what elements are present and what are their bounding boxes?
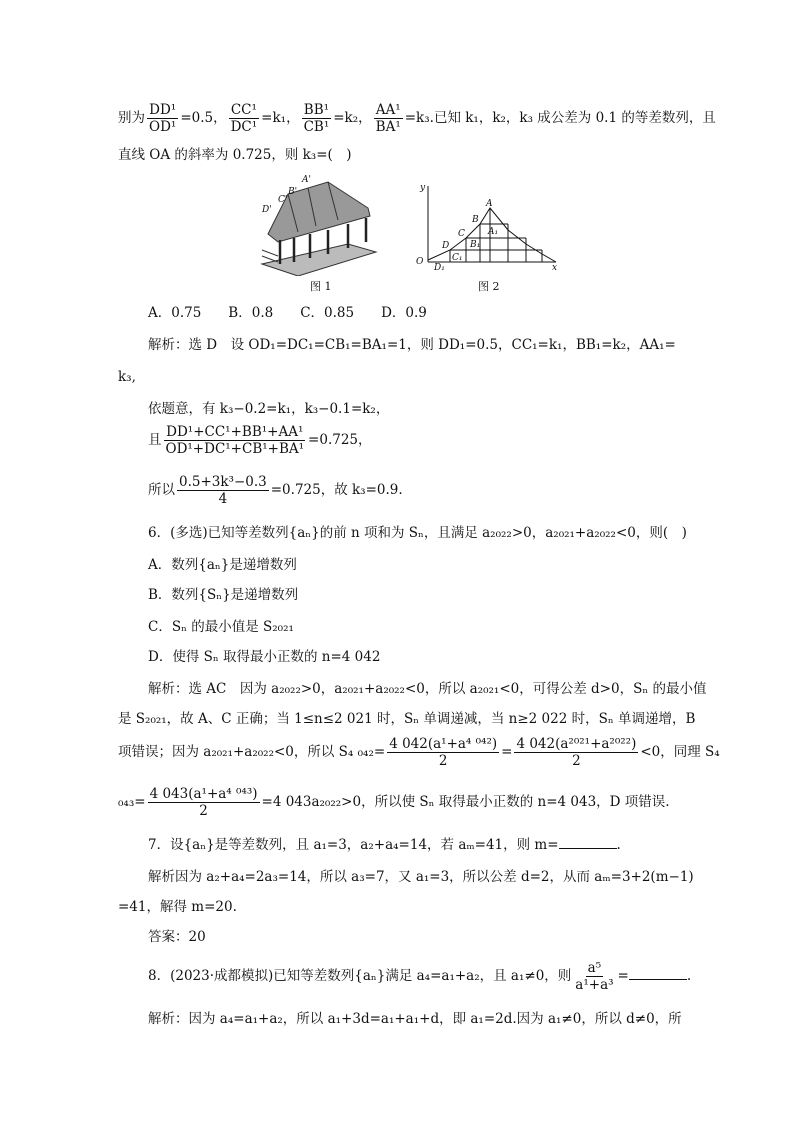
answer-blank[interactable] bbox=[559, 836, 617, 849]
denominator: OD¹+DC¹+CB¹+BA¹ bbox=[165, 441, 305, 457]
text: =k₁， bbox=[261, 110, 300, 126]
label-a: A bbox=[486, 199, 493, 209]
label-d-prime: D' bbox=[262, 205, 272, 215]
label-b: B bbox=[472, 215, 479, 225]
text: = bbox=[617, 968, 629, 984]
label-c1: C₁ bbox=[452, 253, 463, 263]
text: 7．设{aₙ}是等差数列，且 a₁=3，a₂+a₄=14，若 aₘ=41，则 m= bbox=[148, 837, 559, 853]
text: <0，同理 S₄ bbox=[640, 744, 720, 760]
numerator: 4 042(a²⁰²¹+a²⁰²²) bbox=[516, 736, 637, 752]
denominator: CB¹ bbox=[303, 119, 330, 135]
label-b-prime: B' bbox=[288, 187, 298, 197]
denominator: DC¹ bbox=[230, 119, 258, 135]
text: =0.5， bbox=[180, 110, 227, 126]
text: =0.725， bbox=[308, 432, 372, 448]
text: 8．(2023·成都模拟)已知等差数列{aₙ}满足 a₄=a₁+a₂，且 a₁≠0，则 bbox=[148, 968, 572, 984]
fraction-cc bbox=[229, 102, 260, 135]
fraction-a5 bbox=[573, 960, 615, 993]
figure-2-caption: 图 2 bbox=[478, 280, 500, 293]
denominator: OD¹ bbox=[149, 119, 177, 135]
fraction-dd bbox=[147, 102, 178, 135]
label-d: D bbox=[442, 241, 450, 251]
text: = bbox=[501, 744, 513, 760]
q7-stem bbox=[148, 836, 621, 854]
numerator: 4 043(a¹+a⁴ ⁰⁴³) bbox=[149, 786, 258, 802]
fraction-aa bbox=[374, 102, 403, 135]
fraction-sum bbox=[164, 424, 307, 457]
q6-option-b: B．数列{Sₙ}是递增数列 bbox=[148, 587, 299, 603]
numerator: AA¹ bbox=[375, 102, 401, 118]
label-x: x bbox=[552, 263, 558, 270]
figure-1-caption: 图 1 bbox=[310, 280, 332, 293]
label-d1: D₁ bbox=[434, 263, 445, 270]
label-o: O bbox=[416, 257, 424, 267]
text: =k₂， bbox=[333, 110, 372, 126]
numerator: a⁵ bbox=[587, 960, 602, 976]
numerator: 0.5+3k³−0.3 bbox=[179, 474, 267, 490]
figure-1-building bbox=[258, 172, 380, 276]
numerator: DD¹ bbox=[149, 102, 177, 118]
numerator: BB¹ bbox=[303, 102, 330, 118]
intro-line-1 bbox=[118, 102, 716, 135]
numerator: 4 042(a¹+a⁴ ⁰⁴²) bbox=[389, 736, 498, 752]
label-c: C bbox=[458, 229, 465, 239]
q6-solution-line-1: 解析：选 AC 因为 a₂₀₂₂>0，a₂₀₂₁+a₂₀₂₂<0，所以 a₂₀₂₁<0，可得公差 d>0，Sₙ 的最小值 bbox=[148, 681, 707, 697]
fraction-bb bbox=[302, 102, 332, 135]
fraction-s4043 bbox=[148, 786, 260, 819]
q5-solution-line-5 bbox=[148, 474, 403, 507]
denominator: 4 bbox=[218, 491, 228, 507]
denominator: 2 bbox=[199, 803, 208, 819]
fraction-s4042-a bbox=[387, 736, 499, 769]
text: ₀₄₃= bbox=[118, 794, 146, 810]
numerator: CC¹ bbox=[230, 102, 257, 118]
q6-option-d: D．使得 Sₙ 取得最小正数的 n=4 042 bbox=[148, 649, 381, 665]
q6-option-a: A．数列{aₙ}是递增数列 bbox=[148, 557, 297, 573]
label-y: y bbox=[420, 183, 426, 193]
denominator: 2 bbox=[572, 753, 581, 769]
text: =0.725，故 k₃=0.9. bbox=[270, 482, 403, 498]
q5-solution-line-1: 解析：选 D 设 OD₁=DC₁=CB₁=BA₁=1，则 DD₁=0.5，CC₁=k₁，BB₁=k₂，AA₁= bbox=[148, 337, 676, 353]
q5-solution-line-3: 依题意，有 k₃−0.2=k₁，k₃−0.1=k₂， bbox=[148, 401, 390, 417]
label-b1: B₁ bbox=[470, 240, 481, 250]
q7-solution-line-2: =41，解得 m=20. bbox=[118, 899, 237, 915]
fraction-s4042-b bbox=[514, 736, 638, 769]
q8-solution-line-1: 解析：因为 a₄=a₁+a₂，所以 a₁+3d=a₁+a₁+d，即 a₁=2d.因为 a₁≠0，所以 d≠0，所 bbox=[148, 1011, 682, 1027]
intro-line-2: 直线 OA 的斜率为 0.725，则 k₃=( ) bbox=[118, 147, 352, 163]
text: . bbox=[616, 837, 621, 853]
q7-solution-line-1: 解析因为 a₂+a₄=2a₃=14，所以 a₃=7，又 a₁=3，所以公差 d=2，从而 aₘ=3+2(m−1) bbox=[148, 869, 694, 885]
q6-option-c: C．Sₙ 的最小值是 S₂₀₂₁ bbox=[148, 619, 294, 635]
text: 所以 bbox=[148, 482, 175, 498]
q5-options: A．0.75 B．0.8 C．0.85 D．0.9 bbox=[148, 305, 427, 321]
text: 项错误；因为 a₂₀₂₁+a₂₀₂₂<0，所以 S₄ ₀₄₂= bbox=[118, 744, 386, 760]
q7-answer: 答案：20 bbox=[148, 929, 206, 945]
text: =k₃.已知 k₁，k₂，k₃ 成公差为 0.1 的等差数列，且 bbox=[404, 110, 716, 126]
q6-solution-line-2: 是 S₂₀₂₁，故 A、C 正确；当 1≤n≤2 021 时，Sₙ 单调递减，当 n≥2 022 时，Sₙ 单调递增，B bbox=[118, 711, 696, 727]
label-a1: A₁ bbox=[488, 227, 499, 237]
q6-solution-line-4 bbox=[118, 786, 670, 819]
fraction-k3 bbox=[177, 474, 269, 507]
text: =4 043a₂₀₂₂>0，所以使 Sₙ 取得最小正数的 n=4 043，D 项错误. bbox=[261, 794, 670, 810]
label-a-prime: A' bbox=[302, 175, 311, 185]
label-c-prime: C' bbox=[278, 195, 288, 205]
q8-stem bbox=[148, 960, 691, 993]
answer-blank[interactable] bbox=[629, 967, 687, 980]
q5-solution-line-2: k₃, bbox=[118, 369, 136, 385]
q6-solution-line-3 bbox=[118, 736, 720, 769]
q6-stem: 6．(多选)已知等差数列{aₙ}的前 n 项和为 Sₙ，且满足 a₂₀₂₂>0，a₂₀₂₁+a₂₀₂₂<0，则( ) bbox=[148, 525, 687, 541]
denominator: a¹+a³ bbox=[575, 977, 614, 993]
numerator: DD¹+CC¹+BB¹+AA¹ bbox=[166, 424, 304, 440]
text: 且 bbox=[148, 432, 162, 448]
text: 别为 bbox=[118, 110, 145, 126]
figure-2-diagram bbox=[410, 180, 562, 270]
denominator: 2 bbox=[438, 753, 448, 769]
denominator: BA¹ bbox=[375, 119, 401, 135]
text: . bbox=[686, 968, 692, 984]
q5-solution-line-4 bbox=[148, 424, 372, 457]
